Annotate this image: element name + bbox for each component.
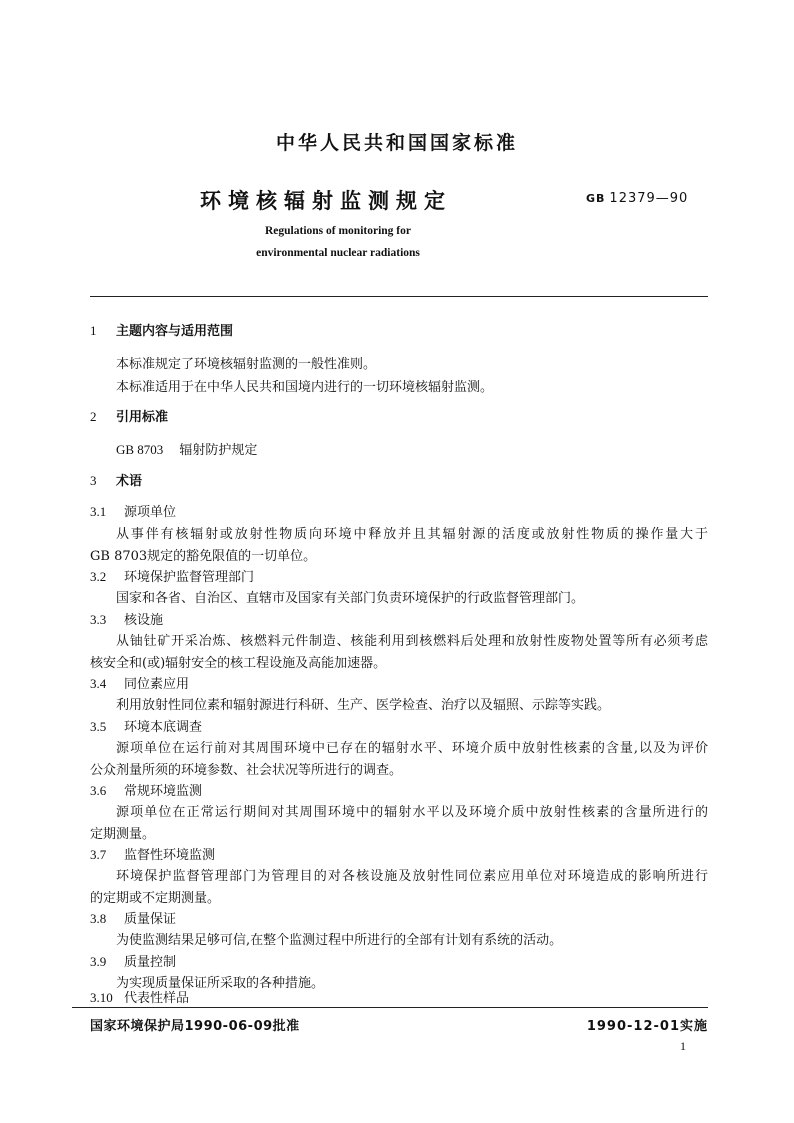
standard-type-header: 中华人民共和国国家标准 (275, 132, 518, 154)
section-title: 术语 (116, 474, 143, 489)
standard-number (586, 191, 688, 206)
section-heading (90, 320, 233, 339)
term-number: 3.10 (90, 990, 113, 1005)
page-number: 1 (680, 1039, 686, 1053)
term-heading (90, 780, 202, 799)
term-title: 质量控制 (124, 955, 177, 970)
term-title: 代表性样品 (124, 991, 190, 1006)
term-title: 监督性环境监测 (124, 848, 216, 863)
paragraph: 本标准适用于在中华人民共和国境内进行的一切环境核辐射监测。 (116, 380, 494, 395)
term-heading (90, 987, 189, 1006)
term-number: 3.9 (90, 954, 107, 969)
term-heading (90, 716, 202, 735)
term-definition-line: 为使监测结果足够可信,在整个监测过程中所进行的全部有计划有系统的活动。 (116, 933, 563, 948)
reference-entry (116, 439, 257, 458)
term-heading (90, 609, 163, 628)
term-definition-line: 国家和各省、自治区、直辖市及国家有关部门负责环境保护的行政监督管理部门。 (116, 591, 585, 606)
term-title: 质量保证 (124, 912, 177, 927)
term-definition-line: 源项单位在正常运行期间对其周围环境中的辐射水平以及环境介质中放射性核素的含量所进行的 (116, 805, 708, 820)
document-title: 环境核辐射监测规定 (200, 189, 452, 213)
term-heading (90, 566, 254, 585)
term-definition-line: 公众剂量所须的环境参数、社会状况等所进行的调查。 (90, 763, 403, 778)
term-number: 3.6 (90, 783, 107, 798)
approval-date: 国家环境保护局1990-06-09批准 (90, 1019, 300, 1034)
header-divider (90, 296, 708, 297)
section-title: 引用标准 (116, 410, 169, 425)
term-definition-line: 的定期或不定期测量。 (90, 891, 221, 906)
paragraph: 本标准规定了环境核辐射监测的一般性准则。 (116, 357, 377, 372)
term-number: 3.2 (90, 569, 107, 584)
term-number: 3.1 (90, 504, 107, 519)
term-number: 3.3 (90, 612, 107, 627)
term-definition-line: 利用放射性同位素和辐射源进行科研、生产、医学检查、治疗以及辐照、示踪等实践。 (116, 698, 611, 713)
english-title-line-1: Regulations of monitoring for (265, 225, 411, 237)
term-number: 3.7 (90, 847, 107, 862)
term-title: 环境本底调查 (124, 720, 203, 735)
term-title: 同位素应用 (124, 677, 190, 692)
term-number: 3.4 (90, 676, 107, 691)
section-heading (90, 470, 142, 489)
term-heading (90, 501, 176, 520)
reference-name: 辐射防护规定 (179, 443, 258, 458)
term-definition-line: 核安全和(或)辐射安全的核工程设施及高能加速器。 (90, 656, 387, 671)
term-definition-line: 定期测量。 (90, 827, 156, 842)
term-number: 3.8 (90, 911, 107, 926)
section-heading (90, 406, 168, 425)
term-title: 常规环境监测 (124, 784, 203, 799)
term-number: 3.5 (90, 719, 107, 734)
section-number: 2 (90, 409, 97, 424)
term-heading (90, 844, 215, 863)
term-title: 源项单位 (124, 505, 177, 520)
term-heading (90, 908, 176, 927)
standard-prefix: GB (586, 192, 606, 205)
section-number: 1 (90, 323, 97, 338)
term-title: 环境保护监督管理部门 (124, 570, 255, 585)
section-title: 主题内容与适用范围 (116, 324, 234, 339)
term-definition-line: 源项单位在运行前对其周围环境中已存在的辐射水平、环境介质中放射性核素的含量,以及为评价 (116, 741, 708, 756)
term-definition-line: 为实现质量保证所采取的各种措施。 (116, 976, 325, 991)
standard-code: 12379—90 (609, 191, 689, 206)
term-definition-line: 环境保护监督管理部门为管理目的对各核设施及放射性同位素应用单位对环境造成的影响所进行 (116, 869, 708, 884)
footer-divider (72, 1007, 708, 1008)
term-definition-line: 从铀钍矿开采冶炼、核燃料元件制造、核能利用到核燃料后处理和放射性废物处置等所有必须考虑 (116, 634, 708, 649)
term-definition-line: 从事伴有核辐射或放射性物质向环境中释放并且其辐射源的活度或放射性物质的操作量大于 (116, 527, 708, 542)
effective-date: 1990-12-01实施 (586, 1019, 708, 1034)
section-number: 3 (90, 473, 97, 488)
reference-code: GB 8703 (116, 442, 164, 457)
english-title-line-2: environmental nuclear radiations (256, 247, 420, 259)
term-title: 核设施 (124, 613, 164, 628)
term-definition-line: GB 8703规定的豁免限值的一切单位。 (90, 549, 317, 564)
term-heading (90, 951, 176, 970)
term-heading (90, 673, 189, 692)
